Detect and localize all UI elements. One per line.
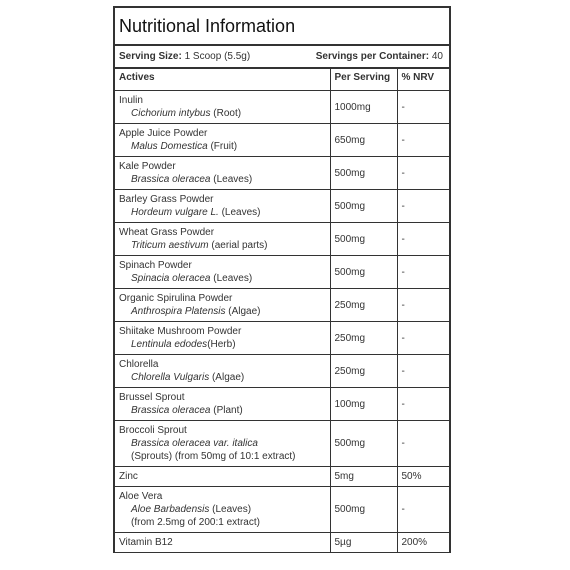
nrv-cell: -	[397, 388, 449, 421]
active-cell	[115, 124, 330, 157]
nrv-cell: -	[397, 256, 449, 289]
per-serving-cell: 250mg	[330, 322, 397, 355]
source-part: (Leaves)	[210, 174, 253, 185]
per-serving-cell: 500mg	[330, 421, 397, 467]
source-part: (Plant)	[210, 405, 243, 416]
nrv-cell: -	[397, 322, 449, 355]
active-cell	[115, 487, 330, 533]
source-part: (Leaves)	[210, 273, 253, 284]
active-cell	[115, 322, 330, 355]
source-part: (Fruit)	[207, 141, 238, 152]
header-actives: Actives	[115, 68, 330, 91]
active-name: Wheat Grass Powder	[119, 227, 215, 238]
active-name: Organic Spirulina Powder	[119, 293, 233, 304]
latin-name: Spinacia oleracea	[131, 273, 211, 284]
source-part: (Algae)	[209, 372, 245, 383]
latin-name: Brassica oleracea	[131, 174, 211, 185]
per-serving-cell: 650mg	[330, 124, 397, 157]
latin-name: Triticum aestivum	[131, 240, 209, 251]
active-source	[119, 206, 326, 219]
source-part: (Leaves)	[218, 207, 261, 218]
active-source	[119, 173, 326, 186]
per-serving-cell: 500mg	[330, 487, 397, 533]
nrv-cell: -	[397, 355, 449, 388]
nrv-cell: -	[397, 289, 449, 322]
table-row	[115, 355, 449, 388]
table-row	[115, 467, 449, 487]
active-source	[119, 338, 326, 351]
active-name: Brussel Sprout	[119, 392, 185, 403]
active-source	[119, 503, 326, 516]
source-part: (Algae)	[225, 306, 261, 317]
per-serving-cell: 250mg	[330, 289, 397, 322]
active-source	[119, 305, 326, 318]
table-row	[115, 533, 449, 553]
active-name: Inulin	[119, 95, 143, 106]
per-serving-cell: 100mg	[330, 388, 397, 421]
table-row	[115, 91, 449, 124]
active-cell	[115, 157, 330, 190]
per-serving-cell: 500mg	[330, 256, 397, 289]
serving-size-label: Serving Size:	[119, 51, 182, 62]
latin-name: Brassica oleracea var. italica	[131, 438, 258, 449]
active-name: Spinach Powder	[119, 260, 192, 271]
table-row	[115, 487, 449, 533]
per-serving-cell: 500mg	[330, 190, 397, 223]
active-cell	[115, 533, 330, 553]
panel-title: Nutritional Information	[119, 16, 296, 36]
nrv-cell: -	[397, 157, 449, 190]
active-name: Broccoli Sprout	[119, 425, 187, 436]
header-per-serving: Per Serving	[330, 68, 397, 91]
table-row	[115, 289, 449, 322]
source-part: (Root)	[210, 108, 242, 119]
table-header-row	[115, 68, 449, 91]
servings-per-container	[316, 46, 443, 67]
latin-name: Anthrospira Platensis	[131, 306, 226, 317]
active-source	[119, 371, 326, 384]
per-serving-cell: 500mg	[330, 223, 397, 256]
nutrition-table	[115, 67, 449, 553]
source-part: (Leaves)	[209, 504, 252, 515]
latin-name: Lentinula edodes	[131, 339, 208, 350]
active-name: Vitamin B12	[119, 537, 173, 548]
nrv-cell: 200%	[397, 533, 449, 553]
servings-per-container-label: Servings per Container:	[315, 51, 430, 62]
extract-note: (Sprouts) (from 50mg of 10:1 extract)	[131, 451, 296, 462]
latin-name: Cichorium intybus	[131, 108, 211, 119]
active-cell	[115, 289, 330, 322]
nrv-cell: -	[397, 487, 449, 533]
latin-name: Malus Domestica	[131, 141, 208, 152]
active-cell	[115, 421, 330, 467]
table-row	[115, 322, 449, 355]
active-cell	[115, 467, 330, 487]
serving-size	[119, 46, 250, 67]
source-part: (Herb)	[207, 339, 236, 350]
per-serving-cell: 5µg	[330, 533, 397, 553]
per-serving-cell: 500mg	[330, 157, 397, 190]
table-row	[115, 256, 449, 289]
latin-name: Chlorella Vulgaris	[131, 372, 210, 383]
active-cell	[115, 223, 330, 256]
active-name: Chlorella	[119, 359, 159, 370]
nrv-cell: -	[397, 91, 449, 124]
active-source	[119, 404, 326, 417]
table-row	[115, 388, 449, 421]
active-name: Zinc	[119, 471, 138, 482]
table-row	[115, 223, 449, 256]
latin-name: Hordeum vulgare L.	[131, 207, 219, 218]
active-name: Aloe Vera	[119, 491, 163, 502]
active-source	[119, 437, 326, 450]
per-serving-cell: 250mg	[330, 355, 397, 388]
nrv-cell: -	[397, 223, 449, 256]
per-serving-cell: 5mg	[330, 467, 397, 487]
table-row	[115, 157, 449, 190]
nrv-cell: -	[397, 421, 449, 467]
latin-name: Brassica oleracea	[131, 405, 211, 416]
active-source	[119, 239, 326, 252]
serving-size-value: 1 Scoop (5.5g)	[184, 51, 251, 62]
active-cell	[115, 190, 330, 223]
header-nrv: % NRV	[397, 68, 449, 91]
source-part: (aerial parts)	[208, 240, 268, 251]
per-serving-cell: 1000mg	[330, 91, 397, 124]
nrv-cell: 50%	[397, 467, 449, 487]
nrv-cell: -	[397, 124, 449, 157]
active-name: Kale Powder	[119, 161, 176, 172]
active-source	[119, 272, 326, 285]
active-name: Apple Juice Powder	[119, 128, 208, 139]
table-row	[115, 190, 449, 223]
active-cell	[115, 256, 330, 289]
servings-per-container-value: 40	[431, 51, 443, 62]
active-source	[119, 107, 326, 120]
table-row	[115, 124, 449, 157]
active-cell	[115, 91, 330, 124]
nrv-cell: -	[397, 190, 449, 223]
serving-info	[115, 44, 449, 67]
extract-note: (from 2.5mg of 200:1 extract)	[131, 517, 260, 528]
active-name: Barley Grass Powder	[119, 194, 214, 205]
active-cell	[115, 355, 330, 388]
active-source	[119, 140, 326, 153]
latin-name: Aloe Barbadensis	[131, 504, 210, 515]
active-cell	[115, 388, 330, 421]
active-name: Shiitake Mushroom Powder	[119, 326, 242, 337]
table-row	[115, 421, 449, 467]
nutrition-panel	[113, 6, 451, 553]
